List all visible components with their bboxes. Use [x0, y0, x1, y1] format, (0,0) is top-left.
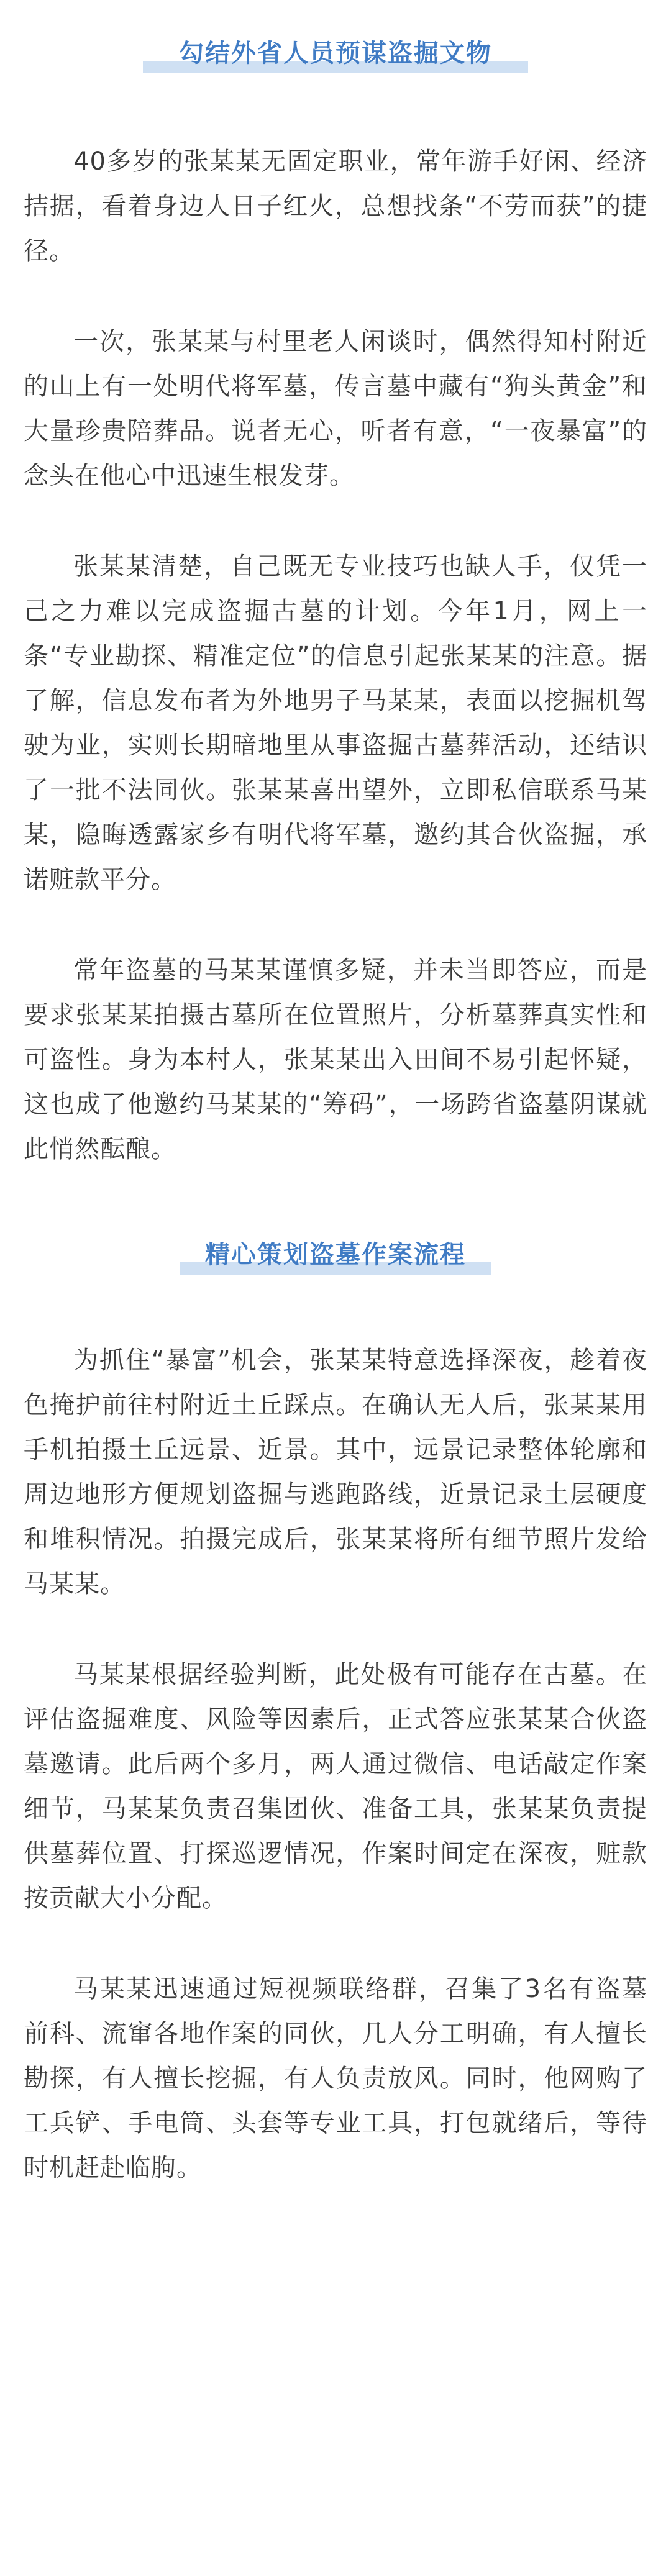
paragraph: 张某某清楚，自己既无专业技巧也缺人手，仅凭一己之力难以完成盗掘古墓的计划。今年1月，网上一条“专业勘探、精准定位”的信息引起张某某的注意。据了解，信息发布者为外地男子马某某，表面以挖掘机驾驶为业，实则长期暗地里从事盗掘古墓葬活动，还结识了一批不法同伙。张某某喜出望外，立即私信联系马某某，隐晦透露家乡有明代将军墓，邀约其合伙盗掘，承诺赃款平分。	[24, 552, 647, 894]
paragraph: 马某某根据经验判断，此处极有可能存在古墓。在评估盗掘难度、风险等因素后，正式答应张某某合伙盗墓邀请。此后两个多月，两人通过微信、电话敲定作案细节，马某某负责召集团伙、准备工具，张某某负责提供墓葬位置、打探巡逻情况，作案时间定在深夜，赃款按贡献大小分配。	[24, 1660, 647, 1913]
paragraph: 为抓住“暴富”机会，张某某特意选择深夜，趁着夜色掩护前往村附近土丘踩点。在确认无人后，张某某用手机拍摄土丘远景、近景。其中，远景记录整体轮廓和周边地形方便规划盗掘与逃跑路线，近景记录土层硬度和堆积情况。拍摄完成后，张某某将所有细节照片发给马某某。	[24, 1346, 647, 1598]
section-heading-text: 勾结外省人员预谋盗掘文物	[179, 39, 492, 68]
paragraph: 一次，张某某与村里老人闲谈时，偶然得知村附近的山上有一处明代将军墓，传言墓中藏有“狗头黄金”和大量珍贵陪葬品。说者无心，听者有意，“一夜暴富”的念头在他心中迅速生根发芽。	[24, 327, 647, 490]
paragraph: 常年盗墓的马某某谨慎多疑，并未当即答应，而是要求张某某拍摄古墓所在位置照片，分析墓葬真实性和可盗性。身为本村人，张某某出入田间不易引起怀疑，这也成了他邀约马某某的“筹码”，一场跨省盗墓阴谋就此悄然酝酿。	[24, 956, 647, 1163]
section-heading-2	[24, 1237, 647, 1272]
paragraph: 40多岁的张某某无固定职业，常年游手好闲、经济拮据，看着身边人日子红火，总想找条“不劳而获”的捷径。	[24, 147, 647, 265]
paragraph: 马某某迅速通过短视频联络群，召集了3名有盗墓前科、流窜各地作案的同伙，几人分工明确，有人擅长勘探，有人擅长挖掘，有人负责放风。同时，他网购了工兵铲、手电筒、头套等专业工具，打包就绪后，等待时机赶赴临朐。	[24, 1975, 647, 2182]
section-heading-text: 精心策划盗墓作案流程	[205, 1240, 466, 1269]
section-heading-1	[24, 0, 647, 71]
